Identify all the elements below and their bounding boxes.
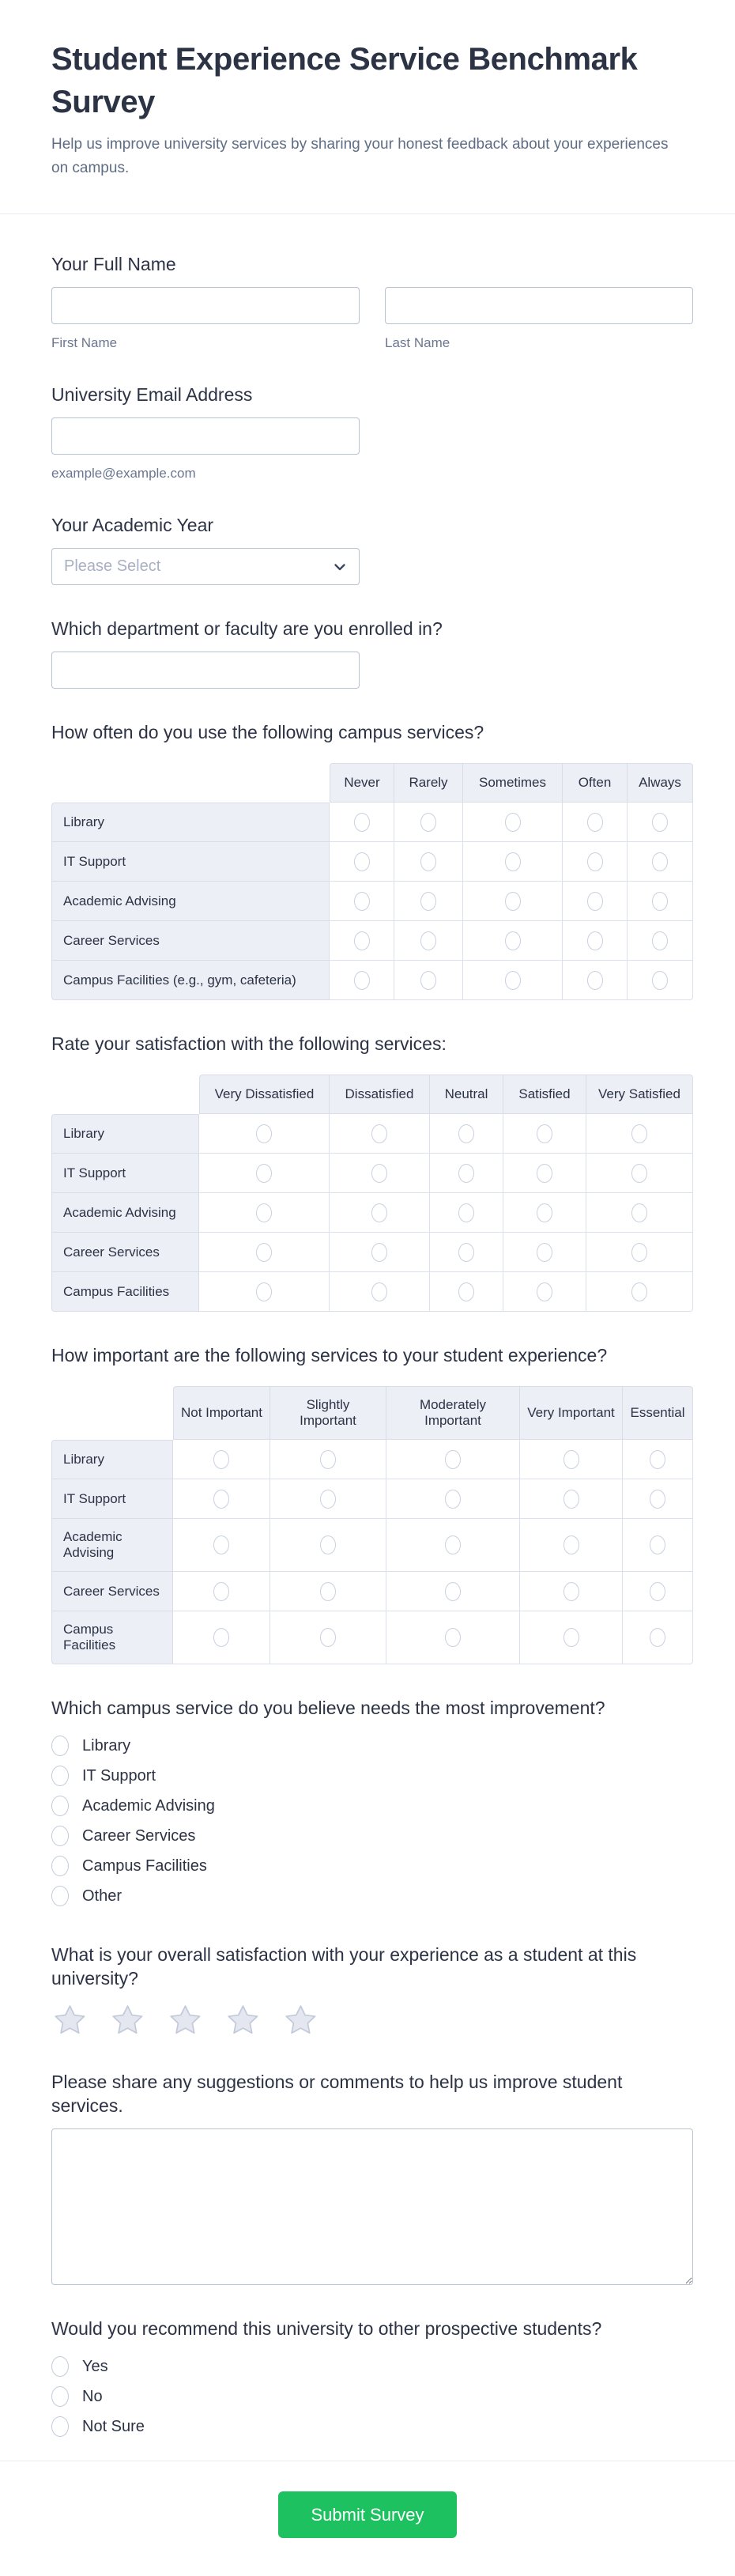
- email-sublabel: example@example.com: [51, 466, 196, 481]
- matrix-radio[interactable]: [256, 1243, 272, 1262]
- matrix-radio[interactable]: [587, 971, 603, 990]
- matrix-row-label: Career Services: [51, 1233, 199, 1272]
- page-subtitle: Help us improve university services by sharing your honest feedback about your experiences on campus.: [51, 136, 669, 176]
- matrix-radio[interactable]: [420, 852, 436, 871]
- matrix-column-header: Moderately Important: [386, 1386, 520, 1440]
- radio-option-no[interactable]: [51, 2381, 693, 2412]
- matrix-cell[interactable]: [270, 1440, 386, 1479]
- matrix-radio[interactable]: [420, 892, 436, 911]
- matrix-cell[interactable]: [173, 1572, 270, 1611]
- recommend-options: [51, 2351, 693, 2442]
- matrix-cell[interactable]: [623, 1519, 693, 1572]
- radio-option-label: Other: [82, 1887, 122, 1905]
- radio-icon[interactable]: [51, 1736, 69, 1756]
- radio-option-not-sure[interactable]: [51, 2412, 693, 2442]
- radio-option-label: Library: [82, 1736, 131, 1754]
- radio-option-yes[interactable]: [51, 2351, 693, 2381]
- matrix-row: [51, 1193, 693, 1233]
- matrix-row-label: IT Support: [51, 842, 330, 882]
- matrix-cell[interactable]: [270, 1479, 386, 1519]
- radio-option-label: Yes: [82, 2357, 108, 2375]
- question-improvement: [51, 1696, 693, 1911]
- matrix-cell[interactable]: [563, 803, 628, 842]
- matrix-radio[interactable]: [650, 1535, 665, 1554]
- matrix-radio[interactable]: [631, 1164, 647, 1183]
- matrix-cell[interactable]: [330, 882, 394, 921]
- matrix-radio[interactable]: [564, 1450, 579, 1469]
- matrix-cell[interactable]: [386, 1611, 520, 1664]
- matrix-radio[interactable]: [256, 1164, 272, 1183]
- last-name-input[interactable]: [385, 287, 693, 324]
- matrix-radio[interactable]: [537, 1282, 552, 1301]
- matrix-cell[interactable]: [628, 842, 693, 882]
- matrix-cell[interactable]: [563, 882, 628, 921]
- matrix-radio[interactable]: [213, 1490, 229, 1509]
- matrix-radio[interactable]: [445, 1582, 461, 1601]
- question-department: [51, 617, 693, 689]
- matrix-cell[interactable]: [330, 1233, 430, 1272]
- question-academic-year: [51, 513, 693, 585]
- matrix-cell[interactable]: [463, 961, 563, 1000]
- matrix-row-label: Library: [51, 1440, 173, 1479]
- matrix-row-label: IT Support: [51, 1479, 173, 1519]
- matrix-radio[interactable]: [537, 1243, 552, 1262]
- matrix-row-label: Academic Advising: [51, 1519, 173, 1572]
- question-matrix-frequency: [51, 720, 693, 1000]
- matrix-radio[interactable]: [320, 1628, 336, 1647]
- question-label: What is your overall satisfaction with your experience as a student at this university?: [51, 1944, 637, 1989]
- matrix-radio[interactable]: [458, 1124, 474, 1143]
- matrix-row-label: Library: [51, 1114, 199, 1154]
- matrix-radio[interactable]: [354, 813, 370, 832]
- matrix-cell[interactable]: [586, 1233, 693, 1272]
- matrix-radio[interactable]: [631, 1203, 647, 1222]
- matrix-row-label: Campus Facilities (e.g., gym, cafeteria): [51, 961, 330, 1000]
- matrix-column-header: Very Dissatisfied: [199, 1075, 330, 1114]
- matrix-cell[interactable]: [623, 1440, 693, 1479]
- question-recommend: [51, 2317, 693, 2442]
- star-icon[interactable]: [51, 2003, 89, 2038]
- question-label: How important are the following services to your student experience?: [51, 1345, 608, 1365]
- matrix-radio[interactable]: [445, 1628, 461, 1647]
- matrix-radio[interactable]: [650, 1582, 665, 1601]
- star-rating: [51, 2003, 693, 2038]
- radio-icon[interactable]: [51, 1796, 69, 1816]
- matrix-radio[interactable]: [652, 892, 668, 911]
- matrix-radio[interactable]: [564, 1582, 579, 1601]
- matrix-row: [51, 1519, 693, 1572]
- radio-option-library[interactable]: [51, 1731, 693, 1761]
- matrix-row-label: Campus Facilities: [51, 1611, 173, 1664]
- satisfaction-matrix-table: [51, 1075, 693, 1312]
- matrix-radio[interactable]: [256, 1203, 272, 1222]
- matrix-cell[interactable]: [330, 1272, 430, 1312]
- matrix-radio[interactable]: [354, 892, 370, 911]
- matrix-cell[interactable]: [199, 1154, 330, 1193]
- improvement-options: [51, 1731, 693, 1911]
- matrix-radio[interactable]: [256, 1282, 272, 1301]
- matrix-radio[interactable]: [458, 1243, 474, 1262]
- matrix-radio[interactable]: [420, 813, 436, 832]
- radio-option-label: IT Support: [82, 1766, 156, 1785]
- matrix-cell[interactable]: [330, 1154, 430, 1193]
- matrix-cell[interactable]: [503, 1272, 586, 1312]
- question-label: Which campus service do you believe needs the most improvement?: [51, 1698, 605, 1718]
- matrix-radio[interactable]: [371, 1282, 387, 1301]
- matrix-cell[interactable]: [394, 921, 463, 961]
- matrix-radio[interactable]: [537, 1203, 552, 1222]
- matrix-radio[interactable]: [564, 1628, 579, 1647]
- matrix-radio[interactable]: [505, 931, 521, 950]
- matrix-radio[interactable]: [564, 1490, 579, 1509]
- frequency-matrix-table: [51, 763, 693, 1000]
- matrix-row: [51, 1272, 693, 1312]
- matrix-row: [51, 1572, 693, 1611]
- matrix-radio[interactable]: [445, 1450, 461, 1469]
- matrix-radio[interactable]: [537, 1164, 552, 1183]
- matrix-corner-cell: [51, 1386, 173, 1440]
- matrix-radio[interactable]: [320, 1582, 336, 1601]
- matrix-cell[interactable]: [394, 842, 463, 882]
- chevron-down-icon: [333, 560, 347, 574]
- matrix-cell[interactable]: [199, 1114, 330, 1154]
- matrix-column-header: Rarely: [394, 763, 463, 803]
- matrix-radio[interactable]: [320, 1450, 336, 1469]
- matrix-cell[interactable]: [330, 921, 394, 961]
- matrix-cell[interactable]: [330, 842, 394, 882]
- matrix-column-header: Always: [628, 763, 693, 803]
- matrix-row-label: IT Support: [51, 1154, 199, 1193]
- matrix-cell[interactable]: [430, 1233, 503, 1272]
- matrix-cell[interactable]: [199, 1233, 330, 1272]
- matrix-radio[interactable]: [420, 931, 436, 950]
- matrix-row: [51, 1154, 693, 1193]
- question-label: Your Academic Year: [51, 515, 214, 535]
- matrix-radio[interactable]: [213, 1582, 229, 1601]
- matrix-cell[interactable]: [394, 961, 463, 1000]
- matrix-row-label: Career Services: [51, 921, 330, 961]
- matrix-radio[interactable]: [320, 1535, 336, 1554]
- star-icon[interactable]: [224, 2003, 262, 2038]
- matrix-row-label: Academic Advising: [51, 882, 330, 921]
- name-inputs-row: [51, 287, 693, 351]
- matrix-cell[interactable]: [386, 1479, 520, 1519]
- matrix-cell[interactable]: [586, 1272, 693, 1312]
- matrix-column-header: Essential: [623, 1386, 693, 1440]
- matrix-radio[interactable]: [587, 892, 603, 911]
- form-body: [0, 214, 735, 2442]
- matrix-radio[interactable]: [537, 1124, 552, 1143]
- matrix-column-header: Very Satisfied: [586, 1075, 693, 1114]
- matrix-row: [51, 1479, 693, 1519]
- matrix-row: [51, 842, 693, 882]
- radio-option-label: Academic Advising: [82, 1796, 215, 1815]
- question-label: Rate your satisfaction with the following services:: [51, 1033, 447, 1054]
- matrix-row: [51, 961, 693, 1000]
- matrix-radio[interactable]: [587, 813, 603, 832]
- matrix-cell[interactable]: [463, 842, 563, 882]
- matrix-cell[interactable]: [520, 1611, 623, 1664]
- matrix-column-header: Very Important: [520, 1386, 623, 1440]
- matrix-radio[interactable]: [505, 813, 521, 832]
- matrix-cell[interactable]: [173, 1611, 270, 1664]
- matrix-cell[interactable]: [586, 1114, 693, 1154]
- matrix-corner-cell: [51, 1075, 199, 1114]
- radio-option-label: Not Sure: [82, 2417, 145, 2435]
- radio-option-campus-facilities[interactable]: [51, 1851, 693, 1881]
- matrix-column-header: Satisfied: [503, 1075, 586, 1114]
- matrix-radio[interactable]: [652, 971, 668, 990]
- question-overall-satisfaction: [51, 1943, 693, 2038]
- matrix-cell[interactable]: [330, 1193, 430, 1233]
- star-icon[interactable]: [109, 2003, 146, 2038]
- question-comments: [51, 2070, 693, 2285]
- matrix-row: [51, 1611, 693, 1664]
- matrix-cell[interactable]: [173, 1440, 270, 1479]
- matrix-cell[interactable]: [386, 1440, 520, 1479]
- matrix-cell[interactable]: [199, 1193, 330, 1233]
- radio-option-label: Campus Facilities: [82, 1856, 207, 1875]
- radio-icon[interactable]: [51, 1886, 69, 1906]
- question-matrix-satisfaction: [51, 1032, 693, 1312]
- matrix-cell[interactable]: [563, 961, 628, 1000]
- matrix-row: [51, 921, 693, 961]
- question-label: University Email Address: [51, 384, 253, 405]
- matrix-radio[interactable]: [213, 1535, 229, 1554]
- question-label: Which department or faculty are you enrolled in?: [51, 618, 443, 639]
- matrix-radio[interactable]: [458, 1164, 474, 1183]
- matrix-cell[interactable]: [520, 1572, 623, 1611]
- matrix-cell[interactable]: [563, 842, 628, 882]
- matrix-cell[interactable]: [330, 1114, 430, 1154]
- matrix-radio[interactable]: [371, 1164, 387, 1183]
- matrix-cell[interactable]: [586, 1193, 693, 1233]
- question-email: [51, 383, 693, 482]
- radio-icon[interactable]: [51, 2386, 69, 2407]
- matrix-cell[interactable]: [520, 1519, 623, 1572]
- matrix-radio[interactable]: [650, 1490, 665, 1509]
- star-icon[interactable]: [167, 2003, 204, 2038]
- form-header: [0, 0, 735, 213]
- matrix-radio[interactable]: [505, 852, 521, 871]
- question-label: Would you recommend this university to other prospective students?: [51, 2318, 602, 2339]
- matrix-radio[interactable]: [371, 1124, 387, 1143]
- comments-textarea[interactable]: [51, 2128, 693, 2285]
- matrix-cell[interactable]: [628, 961, 693, 1000]
- matrix-cell[interactable]: [173, 1479, 270, 1519]
- question-matrix-importance: [51, 1343, 693, 1664]
- matrix-row-label: Career Services: [51, 1572, 173, 1611]
- matrix-radio[interactable]: [371, 1243, 387, 1262]
- matrix-cell[interactable]: [330, 961, 394, 1000]
- matrix-cell[interactable]: [503, 1233, 586, 1272]
- matrix-cell[interactable]: [430, 1114, 503, 1154]
- last-name-sublabel: Last Name: [385, 335, 450, 350]
- matrix-cell[interactable]: [394, 882, 463, 921]
- page-title: Student Experience Service Benchmark Survey: [51, 42, 638, 119]
- matrix-row-label: Library: [51, 803, 330, 842]
- question-label: Your Full Name: [51, 254, 176, 274]
- matrix-cell[interactable]: [520, 1479, 623, 1519]
- matrix-radio[interactable]: [213, 1628, 229, 1647]
- radio-option-label: No: [82, 2387, 103, 2405]
- matrix-cell[interactable]: [270, 1611, 386, 1664]
- matrix-cell[interactable]: [270, 1519, 386, 1572]
- matrix-cell[interactable]: [628, 882, 693, 921]
- matrix-cell[interactable]: [270, 1572, 386, 1611]
- radio-icon[interactable]: [51, 1826, 69, 1846]
- matrix-cell[interactable]: [623, 1479, 693, 1519]
- matrix-cell[interactable]: [563, 921, 628, 961]
- radio-icon[interactable]: [51, 2416, 69, 2437]
- question-label: How often do you use the following campus services?: [51, 722, 484, 742]
- matrix-row: [51, 1233, 693, 1272]
- matrix-radio[interactable]: [564, 1535, 579, 1554]
- matrix-cell[interactable]: [586, 1154, 693, 1193]
- matrix-cell[interactable]: [394, 803, 463, 842]
- email-input[interactable]: [51, 417, 360, 455]
- matrix-radio[interactable]: [650, 1628, 665, 1647]
- matrix-radio[interactable]: [652, 813, 668, 832]
- matrix-cell[interactable]: [173, 1519, 270, 1572]
- matrix-cell[interactable]: [520, 1440, 623, 1479]
- matrix-column-header: Not Important: [173, 1386, 270, 1440]
- matrix-radio[interactable]: [213, 1450, 229, 1469]
- radio-icon[interactable]: [51, 1856, 69, 1876]
- matrix-cell[interactable]: [623, 1572, 693, 1611]
- matrix-cell[interactable]: [386, 1572, 520, 1611]
- first-name-input[interactable]: [51, 287, 360, 324]
- matrix-column-header: Slightly Important: [270, 1386, 386, 1440]
- matrix-radio[interactable]: [420, 971, 436, 990]
- matrix-cell[interactable]: [463, 921, 563, 961]
- matrix-column-header: Sometimes: [463, 763, 563, 803]
- matrix-radio[interactable]: [505, 971, 521, 990]
- first-name-col: [51, 287, 360, 351]
- matrix-radio[interactable]: [256, 1124, 272, 1143]
- matrix-radio[interactable]: [371, 1203, 387, 1222]
- importance-matrix-table: [51, 1386, 693, 1664]
- matrix-radio[interactable]: [631, 1243, 647, 1262]
- submit-bar: [0, 2461, 735, 2576]
- matrix-cell[interactable]: [503, 1154, 586, 1193]
- matrix-cell[interactable]: [628, 921, 693, 961]
- matrix-cell[interactable]: [463, 803, 563, 842]
- matrix-radio[interactable]: [652, 852, 668, 871]
- matrix-column-header: Never: [330, 763, 394, 803]
- radio-option-it-support[interactable]: [51, 1761, 693, 1791]
- matrix-radio[interactable]: [354, 852, 370, 871]
- matrix-radio[interactable]: [631, 1124, 647, 1143]
- matrix-radio[interactable]: [445, 1535, 461, 1554]
- question-full-name: [51, 252, 693, 351]
- matrix-row-label: Academic Advising: [51, 1193, 199, 1233]
- matrix-row: [51, 882, 693, 921]
- matrix-cell[interactable]: [386, 1519, 520, 1572]
- matrix-radio[interactable]: [587, 852, 603, 871]
- matrix-radio[interactable]: [650, 1450, 665, 1469]
- matrix-radio[interactable]: [458, 1282, 474, 1301]
- radio-option-label: Career Services: [82, 1826, 196, 1845]
- matrix-cell[interactable]: [503, 1193, 586, 1233]
- radio-option-academic-advising[interactable]: [51, 1791, 693, 1821]
- first-name-sublabel: First Name: [51, 335, 118, 350]
- matrix-row: [51, 803, 693, 842]
- matrix-corner-cell: [51, 763, 330, 803]
- matrix-radio[interactable]: [652, 931, 668, 950]
- radio-icon[interactable]: [51, 1766, 69, 1786]
- radio-icon[interactable]: [51, 2356, 69, 2377]
- radio-option-career-services[interactable]: [51, 1821, 693, 1851]
- academic-year-select[interactable]: [51, 548, 360, 585]
- matrix-radio[interactable]: [320, 1490, 336, 1509]
- matrix-cell[interactable]: [503, 1114, 586, 1154]
- matrix-cell[interactable]: [330, 803, 394, 842]
- matrix-radio[interactable]: [631, 1282, 647, 1301]
- star-icon[interactable]: [282, 2003, 319, 2038]
- matrix-row: [51, 1114, 693, 1154]
- matrix-column-header: Neutral: [430, 1075, 503, 1114]
- submit-button[interactable]: Submit Survey: [278, 2491, 457, 2538]
- select-placeholder: Please Select: [64, 557, 161, 575]
- matrix-radio[interactable]: [505, 892, 521, 911]
- matrix-radio[interactable]: [587, 931, 603, 950]
- matrix-cell[interactable]: [430, 1154, 503, 1193]
- matrix-cell[interactable]: [430, 1272, 503, 1312]
- matrix-cell[interactable]: [628, 803, 693, 842]
- matrix-column-header: Often: [563, 763, 628, 803]
- matrix-cell[interactable]: [623, 1611, 693, 1664]
- matrix-radio[interactable]: [354, 971, 370, 990]
- matrix-radio[interactable]: [445, 1490, 461, 1509]
- question-label: Please share any suggestions or comments to help us improve student services.: [51, 2072, 623, 2116]
- matrix-radio[interactable]: [458, 1203, 474, 1222]
- last-name-col: [385, 287, 693, 351]
- matrix-cell[interactable]: [463, 882, 563, 921]
- matrix-cell[interactable]: [199, 1272, 330, 1312]
- matrix-column-header: Dissatisfied: [330, 1075, 430, 1114]
- matrix-row: [51, 1440, 693, 1479]
- matrix-cell[interactable]: [430, 1193, 503, 1233]
- matrix-radio[interactable]: [354, 931, 370, 950]
- radio-option-other[interactable]: [51, 1881, 693, 1911]
- matrix-row-label: Campus Facilities: [51, 1272, 199, 1312]
- department-input[interactable]: [51, 652, 360, 689]
